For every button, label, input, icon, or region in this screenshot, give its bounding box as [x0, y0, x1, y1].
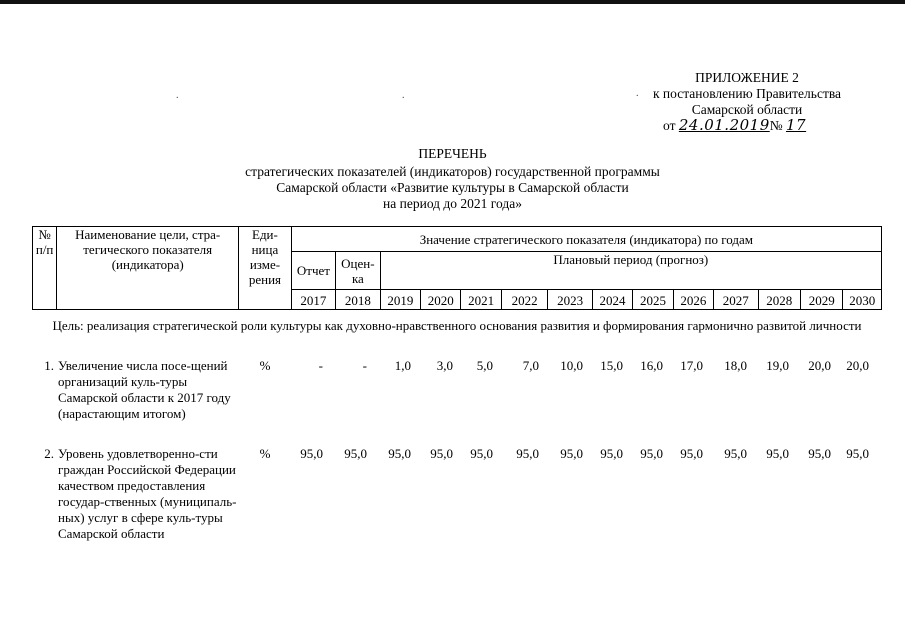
unit-cell: % [259, 358, 271, 373]
value-cell: 95,0 [300, 446, 323, 461]
row-number: 2. [44, 446, 54, 461]
appendix-line-2: Самарской области [691, 102, 803, 117]
appendix-title: ПРИЛОЖЕНИЕ 2 [695, 70, 799, 85]
value-cell: 95,0 [724, 446, 747, 461]
value-cell: 3,0 [436, 358, 453, 373]
appendix-block [612, 70, 882, 118]
column-header-report: Отчет [291, 252, 335, 290]
value-cell: - [362, 358, 367, 373]
unit-cell: % [259, 446, 271, 461]
value-cell: 5,0 [476, 358, 493, 373]
year-header: 2022 [501, 290, 547, 310]
value-cell: 16,0 [640, 358, 663, 373]
year-header: 2018 [336, 290, 380, 310]
year-header: 2026 [673, 290, 713, 310]
scan-speck: . [176, 90, 179, 101]
year-header: 2028 [758, 290, 800, 310]
value-cell: 95,0 [560, 446, 583, 461]
document-subtitle-line-2: Самарской области «Развитие культуры в Самарской области [276, 180, 629, 195]
value-cell: 95,0 [388, 446, 411, 461]
value-cell: 95,0 [470, 446, 493, 461]
value-cell: 17,0 [680, 358, 703, 373]
value-cell: 1,0 [394, 358, 411, 373]
program-goal: Цель: реализация стратегической роли культуры как духовно-нравственного основания развития и формирования гармонично развитой личности [52, 318, 862, 333]
number-label: № [769, 118, 783, 133]
column-header-number: № п/п [33, 227, 57, 310]
handwritten-number: 17 [786, 116, 807, 134]
value-cell: 20,0 [846, 358, 869, 373]
year-header: 2021 [461, 290, 501, 310]
indicators-table-header [32, 226, 882, 310]
column-header-name: Наименование цели, стра-тегического показателя (индикатора) [57, 227, 239, 310]
year-header: 2020 [421, 290, 461, 310]
year-header: 2019 [380, 290, 420, 310]
value-cell: 95,0 [846, 446, 869, 461]
row-number: 1. [44, 358, 54, 373]
value-cell: 95,0 [516, 446, 539, 461]
value-cell: 10,0 [560, 358, 583, 373]
date-prefix: от [663, 118, 676, 133]
handwritten-date: 24.01.2019 [678, 116, 770, 134]
resolution-date-number [663, 116, 826, 134]
scan-top-border [0, 0, 905, 4]
year-header: 2023 [548, 290, 592, 310]
year-header: 2027 [714, 290, 758, 310]
indicator-name: Уровень удовлетворенно-сти граждан Российской Федерации качеством предоставления государ-ственных (муниципаль-ных) услуг в сфере куль-туры Самарской области [58, 446, 237, 541]
column-header-values: Значение стратегического показателя (индикатора) по годам [291, 227, 881, 252]
value-cell: 95,0 [344, 446, 367, 461]
value-cell: 7,0 [522, 358, 539, 373]
value-cell: 95,0 [430, 446, 453, 461]
value-cell: 19,0 [766, 358, 789, 373]
column-header-estimate: Оцен-ка [336, 252, 380, 290]
year-header: 2029 [800, 290, 842, 310]
scan-speck: . [402, 90, 405, 101]
value-cell: - [318, 358, 323, 373]
value-cell: 95,0 [808, 446, 831, 461]
year-header: 2024 [592, 290, 632, 310]
year-header: 2030 [843, 290, 882, 310]
year-header: 2025 [633, 290, 673, 310]
value-cell: 20,0 [808, 358, 831, 373]
indicator-name: Увеличение числа посе-щений организаций куль-туры Самарской области к 2017 году (нарастающим итогом) [58, 358, 231, 421]
appendix-line-1: к постановлению Правительства [652, 86, 842, 101]
value-cell: 95,0 [640, 446, 663, 461]
value-cell: 95,0 [600, 446, 623, 461]
value-cell: 15,0 [600, 358, 623, 373]
column-header-plan: Плановый период (прогноз) [380, 252, 881, 290]
year-header: 2017 [291, 290, 335, 310]
value-cell: 95,0 [680, 446, 703, 461]
value-cell: 18,0 [724, 358, 747, 373]
column-header-unit: Еди-ница изме-рения [239, 227, 292, 310]
scan-speck: . [636, 88, 639, 99]
document-subtitle-line-1: стратегических показателей (индикаторов) государственной программы [245, 164, 660, 179]
document-subtitle-line-3: на период до 2021 года» [383, 196, 522, 211]
document-title: ПЕРЕЧЕНЬ [418, 146, 487, 161]
value-cell: 95,0 [766, 446, 789, 461]
